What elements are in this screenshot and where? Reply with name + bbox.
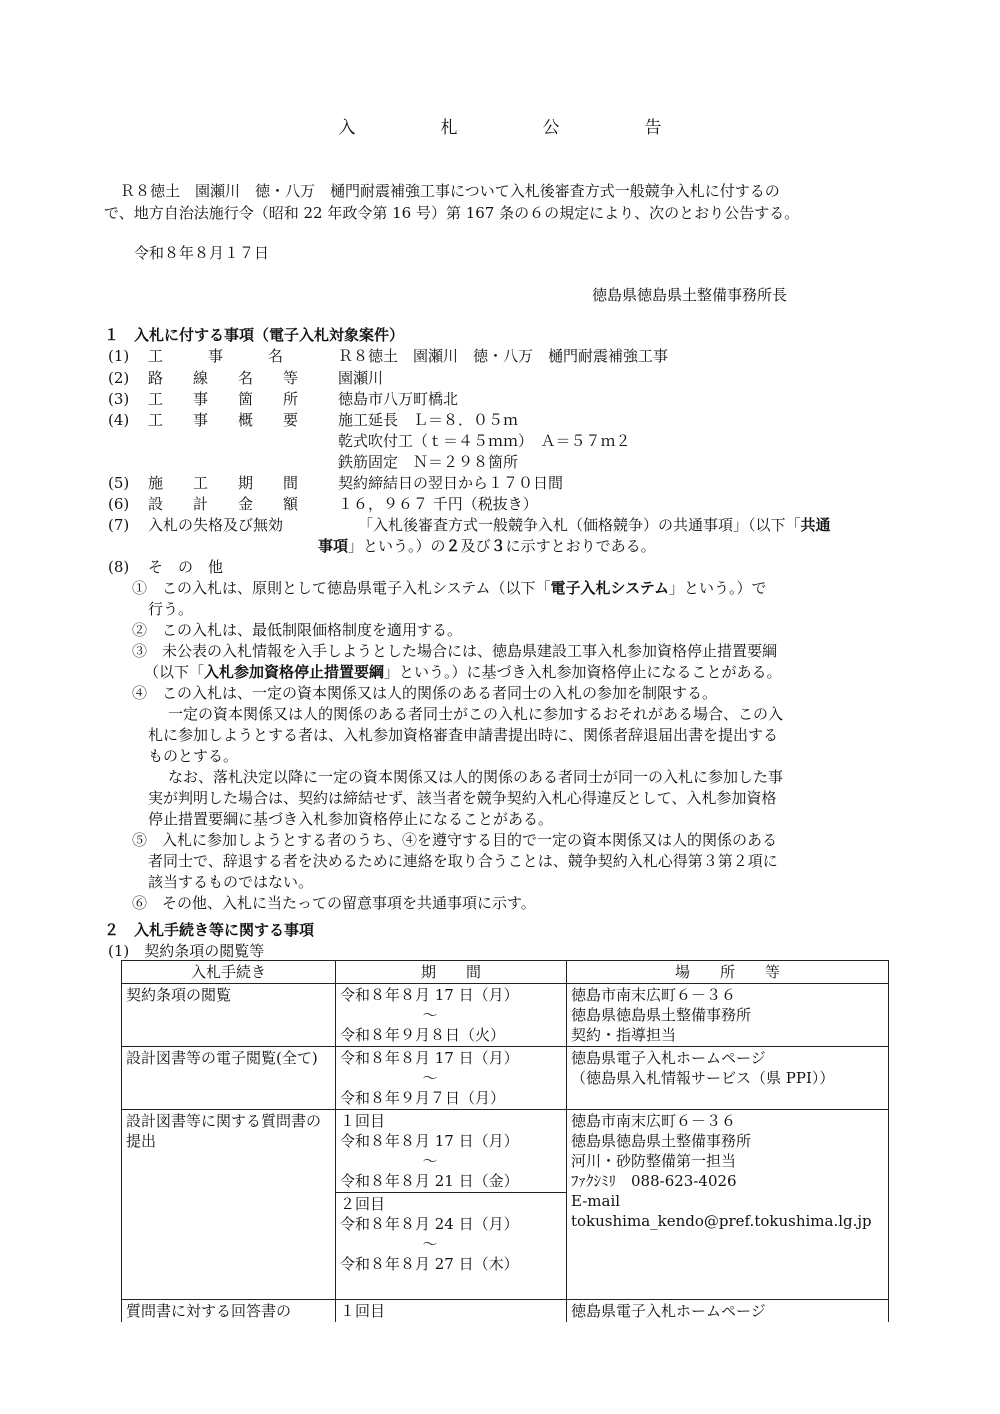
section-2-heading: ２ 入札手続き等に関する事項 <box>104 921 315 939</box>
item-2 <box>108 368 383 388</box>
intro-line-2: で、地方自治法施行令（昭和 22 年政令第 16 号）第 167 条の６の規定により、次のとおり公告する。 <box>104 204 800 222</box>
period-from: 令和８年８月 17 日（月） <box>340 1049 519 1067</box>
period-to: 令和８年９月７日（月） <box>340 1089 506 1107</box>
item-value: 徳島市八万町橋北 <box>338 390 459 408</box>
round-label: ２回目 <box>340 1195 386 1213</box>
item-no: (5) <box>108 474 130 492</box>
period-cell <box>336 984 567 1047</box>
item-8 <box>108 557 223 577</box>
item-no: (8) <box>108 558 130 576</box>
period-cell <box>336 1110 567 1193</box>
other-4-p2-l3: 停止措置要綱に基づき入札参加資格停止になることがある。 <box>148 810 554 828</box>
item-value-bold: ２ <box>445 537 461 555</box>
intro-line-1: Ｒ８徳土 園瀬川 徳・八万 樋門耐震補強工事について入札後審査方式一般競争入札に付するの <box>120 182 780 200</box>
header-cell: 入札手続き <box>122 961 336 984</box>
procedure-cell: 質問書に対する回答書の <box>122 1300 336 1323</box>
other-4-p2-l1: なお、落札決定以降に一定の資本関係又は人的関係のある者同士が同一の入札に参加した事 <box>168 768 784 786</box>
other-3: ③ 未公表の入札情報を入手しようとした場合には、徳島県建設工事入札参加資格停止措置要綱 <box>132 642 778 660</box>
table-row <box>122 1110 889 1193</box>
overview-line-2: 乾式吹付工（ｔ＝４５ｍｍ） Ａ＝５７ｍ２ <box>338 432 631 450</box>
item-label: そ の 他 <box>148 558 224 576</box>
other-5-l1: ⑤ 入札に参加しようとする者のうち、④を遵守する目的で一定の資本関係又は人的関係のある <box>132 831 778 849</box>
table-row <box>122 1300 889 1323</box>
issuer-name: 徳島県徳島県土整備事務所長 <box>592 286 788 304</box>
procedure-cell: 設計図書等に関する質問書の提出 <box>122 1110 336 1300</box>
period-tilde: ～ <box>422 1006 438 1024</box>
item-label: 工 事 箇 所 <box>148 390 299 408</box>
item-label: 工 事 名 <box>148 347 284 365</box>
other-3-cont <box>144 662 782 682</box>
item-value: １６，９６７ 千円（税抜き） <box>338 495 538 513</box>
procedure-cell: 設計図書等の電子閲覧(全て) <box>122 1047 336 1110</box>
period-cell <box>336 1047 567 1110</box>
round-label: １回目 <box>340 1112 386 1130</box>
item-value: に示すとおりである。 <box>505 537 656 555</box>
item-no: (2) <box>108 369 130 387</box>
item-value-bold: 共通 <box>800 516 831 534</box>
other-4-p2-l2: 実が判明した場合は、契約は締結せず、該当者を競争契約入札心得違反として、入札参加資格 <box>148 789 777 807</box>
other-5-l3: 該当するものではない。 <box>148 873 314 891</box>
period-tilde: ～ <box>422 1152 438 1170</box>
place-line: 契約・指導担当 <box>571 1026 677 1044</box>
item-value: 園瀬川 <box>338 369 384 387</box>
item-1 <box>108 346 668 366</box>
procedure-table <box>121 960 889 1322</box>
period-tilde: ～ <box>422 1235 438 1253</box>
item-value-bold: 事項 <box>318 537 349 555</box>
period-tilde: ～ <box>422 1069 438 1087</box>
bold-text: 電子入札システム <box>550 579 670 597</box>
other-4-p1-l1: 一定の資本関係又は人的関係のある者同士がこの入札に参加するおそれがある場合、この入 <box>168 705 784 723</box>
section-1-heading: １ 入札に付する事項（電子入札対象案件） <box>104 326 405 344</box>
other-6: ⑥ その他、入札に当たっての留意事項を共通事項に示す。 <box>132 894 536 912</box>
item-no: (4) <box>108 411 130 429</box>
header-cell: 期 間 <box>336 961 567 984</box>
place-line: 徳島市南末広町６－３６ <box>571 986 737 1004</box>
item-label: 入札の失格及び無効 <box>148 516 284 534</box>
fax-number: ﾌｧｸｼﾐﾘ 088-623-4026 <box>571 1172 737 1190</box>
item-label: 工 事 概 要 <box>148 411 299 429</box>
item-4 <box>108 410 518 430</box>
place-line: 河川・砂防整備第一担当 <box>571 1152 737 1170</box>
item-label: 施 工 期 間 <box>148 474 299 492</box>
item-no: (7) <box>108 516 130 534</box>
other-1-cont: 行う。 <box>148 600 194 618</box>
procedure-cell: 契約条項の閲覧 <box>122 984 336 1047</box>
period-from: 令和８年８月 17 日（月） <box>340 1132 519 1150</box>
table-row <box>122 984 889 1047</box>
period-cell: １回目 <box>336 1300 567 1323</box>
item-no: (1) <box>108 347 130 365</box>
text: ① この入札は、原則として徳島県電子入札システム（以下「 <box>132 579 551 597</box>
item-7 <box>108 515 831 535</box>
notice-date: 令和８年８月１７日 <box>134 244 270 262</box>
table-row <box>122 1047 889 1110</box>
other-4: ④ この入札は、一定の資本関係又は人的関係のある者同士の入札の参加を制限する。 <box>132 684 718 702</box>
period-from: 令和８年８月 24 日（月） <box>340 1215 519 1233</box>
period-to: 令和８年９月８日（火） <box>340 1026 506 1044</box>
item-label: 路 線 名 等 <box>148 369 299 387</box>
item-label: 設 計 金 額 <box>148 495 299 513</box>
place-line: 徳島県徳島県土整備事務所 <box>571 1132 752 1150</box>
place-cell: 徳島県電子入札ホームページ <box>567 1300 889 1323</box>
place-line: 徳島市南末広町６－３６ <box>571 1112 737 1130</box>
text: （以下「 <box>144 663 205 681</box>
period-from: 令和８年８月 17 日（月） <box>340 986 519 1004</box>
other-5-l2: 者同士で、辞退する者を決めるために連絡を取り合うことは、競争契約入札心得第３第２項に <box>148 852 778 870</box>
item-value: 」という。）の <box>348 537 446 555</box>
bold-text: 入札参加資格停止措置要綱 <box>204 663 385 681</box>
text: 」という。）に基づき入札参加資格停止になることがある。 <box>384 663 782 681</box>
item-7-line-2 <box>318 536 656 556</box>
period-cell <box>336 1193 567 1300</box>
other-1 <box>132 578 767 598</box>
place-line: 徳島県徳島県土整備事務所 <box>571 1006 752 1024</box>
item-value: 施工延長 Ｌ＝８．０５ｍ <box>338 411 519 429</box>
item-value: 及び <box>460 537 491 555</box>
section-2-sub-1: (1) 契約条項の閲覧等 <box>108 942 265 960</box>
other-4-p1-l3: ものとする。 <box>148 747 239 765</box>
email-label: E-mail <box>571 1192 621 1210</box>
place-line: （徳島県入札情報サービス（県 PPI）） <box>571 1069 835 1087</box>
item-value: 「入札後審査方式一般競争入札（価格競争）の共通事項」（以下「 <box>358 516 801 534</box>
overview-line-3: 鉄筋固定 Ｎ＝２９８箇所 <box>338 453 519 471</box>
item-value: Ｒ８徳土 園瀬川 徳・八万 樋門耐震補強工事 <box>338 347 669 365</box>
table-header-row <box>122 961 889 984</box>
item-no: (6) <box>108 495 130 513</box>
period-to: 令和８年８月 21 日（金） <box>340 1172 519 1190</box>
place-cell <box>567 1047 889 1110</box>
page-title: 入 札 公 告 <box>338 118 696 138</box>
item-value: 契約締結日の翌日から１７０日間 <box>338 474 564 492</box>
item-6 <box>108 494 538 514</box>
item-5 <box>108 473 563 493</box>
email-address: tokushima_kendo@pref.tokushima.lg.jp <box>571 1212 872 1230</box>
header-cell: 場 所 等 <box>567 961 889 984</box>
place-line: 徳島県電子入札ホームページ <box>571 1049 766 1067</box>
period-to: 令和８年８月 27 日（木） <box>340 1255 519 1273</box>
item-value-bold: ３ <box>490 537 506 555</box>
place-cell <box>567 984 889 1047</box>
place-cell <box>567 1110 889 1300</box>
text: 」という。）で <box>669 579 767 597</box>
item-no: (3) <box>108 390 130 408</box>
item-3 <box>108 389 458 409</box>
other-2: ② この入札は、最低制限価格制度を適用する。 <box>132 621 463 639</box>
other-4-p1-l2: 札に参加しようとする者は、入札参加資格審査申請書提出時に、関係者辞退届出書を提出する <box>148 726 779 744</box>
